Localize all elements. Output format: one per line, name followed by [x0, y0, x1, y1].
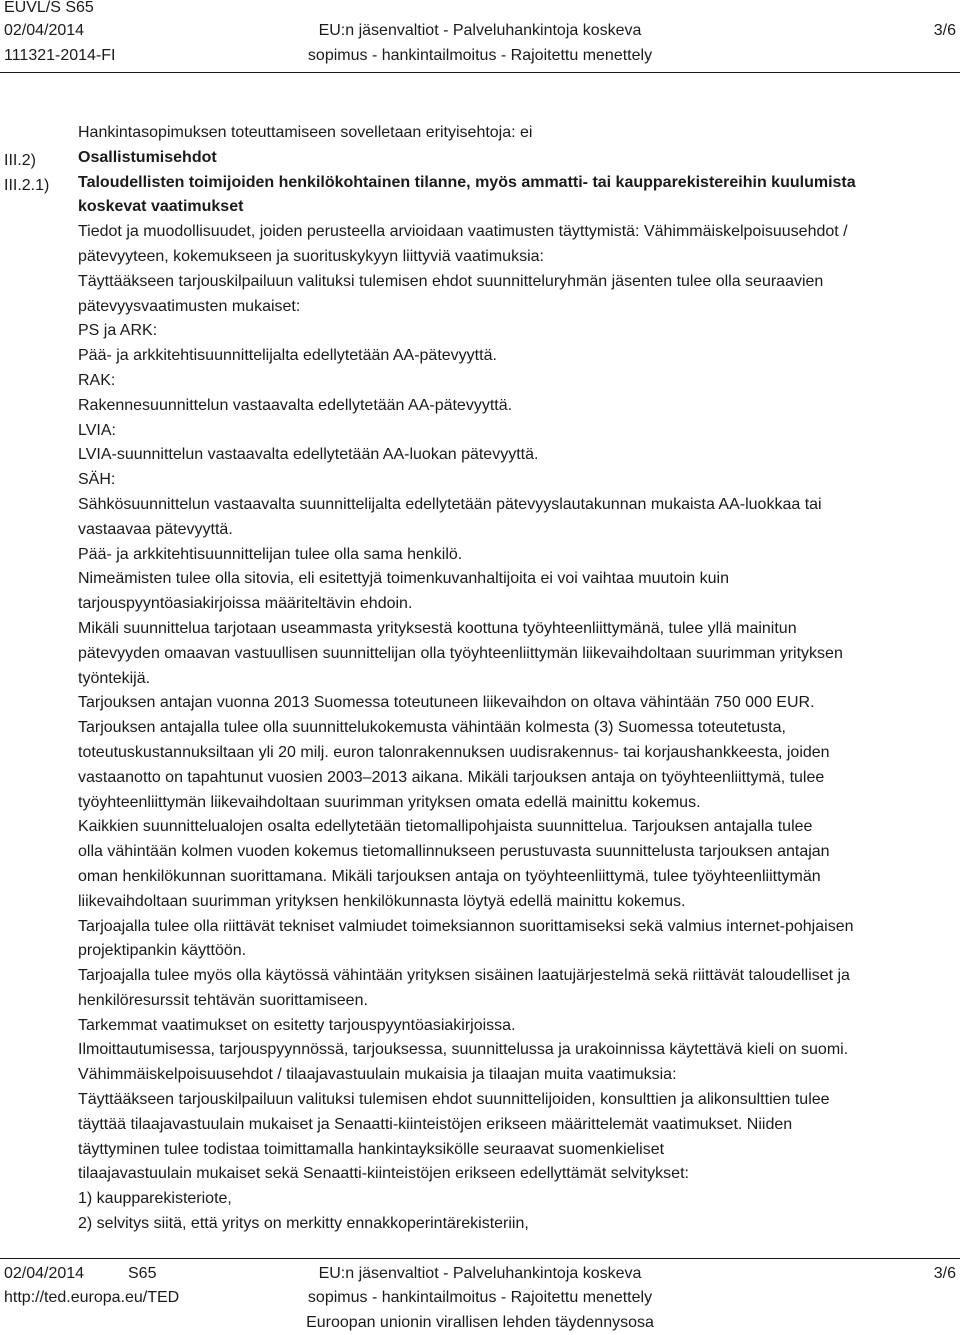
document-body — [78, 121, 948, 1237]
header-title-line1: EU:n jäsenvaltiot - Palveluhankintoja koskeva — [318, 22, 642, 39]
body-line: vastaanotto on tapahtunut vuosien 2003–2013 aikana. Mikäli tarjouksen antaja on työyhteenliittymä, tulee — [78, 768, 825, 786]
body-line: Mikäli suunnittelua tarjotaan useammasta yrityksestä koottuna työyhteenliittymänä, tulee yllä mainitun — [78, 619, 797, 637]
body-line: Hankintasopimuksen toteuttamiseen sovelletaan erityisehtoja: ei — [78, 124, 533, 141]
body-line: Täyttääkseen tarjouskilpailuun valituksi tulemisen ehdot suunnittelijoiden, konsulttien ja alikonsulttien tulee — [78, 1091, 830, 1109]
body-line: Tarkemmat vaatimukset on esitetty tarjouspyyntöasiakirjoissa. — [78, 1016, 516, 1034]
body-line: LVIA-suunnittelun vastaavalta edellytetään AA-luokan pätevyyttä. — [78, 446, 539, 464]
body-line: Tarjoajalla tulee myös olla käytössä vähintään yrityksen sisäinen laatujärjestelmä sekä riittävät taloudelliset ja — [78, 967, 850, 985]
footer-title-line3: Euroopan unionin virallisen lehden täydennysosa — [306, 1314, 654, 1331]
body-line: 1) kaupparekisteriote, — [78, 1190, 232, 1208]
body-line: työntekijä. — [78, 669, 151, 687]
body-line: Tiedot ja muodollisuudet, joiden perusteella arvioidaan vaatimusten täyttymistä: Vähimmäiskelpoisuusehdot / — [78, 223, 848, 241]
header-date: 02/04/2014 — [4, 22, 85, 39]
header-title-line2: sopimus - hankintailmoitus - Rajoitettu menettely — [307, 47, 653, 64]
header-page-number: 3/6 — [933, 22, 956, 39]
header-rule — [0, 72, 960, 73]
body-line: toteutuskustannuksiltaan yli 20 milj. euron talonrakennuksen uudisrakennus- tai korjaushankkeesta, joiden — [78, 743, 830, 761]
footer-page-number: 3/6 — [933, 1265, 956, 1282]
body-line: Ilmoittautumisessa, tarjouspyynnössä, tarjouksessa, suunnittelussa ja urakoinnissa käytettävä kieli on suomi. — [78, 1041, 849, 1059]
body-line: pätevyyteen, kokemukseen ja suorituskykyyn liittyviä vaatimuksia: — [78, 247, 544, 265]
body-line: projektipankin käyttöön. — [78, 942, 247, 960]
body-line: olla vähintään kolmen vuoden kokemus tietomallinnukseen perustuvasta suunnittelusta tarjouksen antajan — [78, 843, 830, 861]
body-line: RAK: — [78, 371, 116, 389]
body-line: tarjouspyyntöasiakirjoissa määriteltävin ehdoin. — [78, 595, 413, 613]
body-line: tilaajavastuulain mukaiset sekä Senaatti-kiinteistöjen erikseen edellyttämät selvitykset: — [78, 1165, 689, 1183]
section-heading: Osallistumisehdot — [78, 148, 217, 166]
footer-date: 02/04/2014 — [4, 1265, 85, 1282]
body-line: Vähimmäiskelpoisuusehdot / tilaajavastuulain mukaisia ja tilaajan muita vaatimuksia: — [78, 1066, 677, 1084]
body-line: Täyttääkseen tarjouskilpailuun valituksi tulemisen ehdot suunnitteluryhmän jäsenten tulee olla seuraavien — [78, 272, 824, 290]
body-line: vastaavaa pätevyyttä. — [78, 520, 233, 538]
body-line: pätevyyden omaavan vastuullisen suunnittelijan olla työyhteenliittymän liikevaihdoltaan suurimman yrityksen — [78, 644, 843, 662]
body-line: Pää- ja arkkitehtisuunnittelijan tulee olla sama henkilö. — [78, 545, 463, 563]
page-header — [0, 0, 960, 72]
body-line: Rakennesuunnittelun vastaavalta edellytetään AA-pätevyyttä. — [78, 396, 513, 414]
body-line: Pää- ja arkkitehtisuunnittelijalta edellytetään AA-pätevyyttä. — [78, 347, 497, 365]
body-line: pätevyysvaatimusten mukaiset: — [78, 297, 301, 315]
subsection-heading: koskevat vaatimukset — [78, 198, 244, 216]
footer-series: S65 — [128, 1265, 157, 1282]
body-line: SÄH: — [78, 471, 116, 489]
subsection-heading: Taloudellisten toimijoiden henkilökohtainen tilanne, myös ammatti- tai kaupparekistereihin kuulumista — [78, 173, 856, 191]
body-line: 2) selvitys siitä, että yritys on merkitty ennakkoperintärekisteriin, — [78, 1215, 529, 1233]
body-line: Sähkösuunnittelun vastaavalta suunnittelijalta edellytetään pätevyyslautakunnan mukaista AA-luokkaa tai — [78, 495, 822, 513]
footer-rule — [0, 1258, 960, 1259]
body-line: LVIA: — [78, 421, 116, 439]
body-line: PS ja ARK: — [78, 322, 158, 340]
body-line: Tarjouksen antajalla tulee olla suunnittelukokemusta vähintään kolmesta (3) Suomessa toteutetusta, — [78, 719, 786, 737]
header-ref: 111321-2014-FI — [4, 47, 116, 64]
body-line: oman henkilökunnan suorittamana. Mikäli tarjouksen antaja on työyhteenliittymä, tulee työyhteenliittymän — [78, 867, 821, 885]
section-number-iii-2: III.2) — [4, 152, 37, 169]
footer-title-line1: EU:n jäsenvaltiot - Palveluhankintoja koskeva — [318, 1265, 642, 1282]
section-number-iii-2-1: III.2.1) — [4, 177, 50, 194]
body-line: työyhteenliittymän liikevaihdoltaan suurimman yrityksen omata edellä mainittu kokemus. — [78, 793, 701, 811]
body-line: Tarjouksen antajan vuonna 2013 Suomessa toteutuneen liikevaihdon on oltava vähintään 750 000 EUR. — [78, 694, 815, 712]
body-line: Nimeämisten tulee olla sitovia, eli esitettyjä toimenkuvanhaltijoita ei voi vaihtaa muutoin kuin — [78, 570, 729, 588]
footer-url: http://ted.europa.eu/TED — [4, 1289, 180, 1306]
body-line: henkilöresurssit tehtävän suorittamiseen. — [78, 991, 368, 1009]
page-footer — [0, 1263, 960, 1335]
body-line: Tarjoajalla tulee olla riittävät tekniset valmiudet toimeksiannon suorittamiseksi sekä valmius internet-pohjaisen — [78, 917, 854, 935]
body-line: täyttyminen tulee todistaa toimittamalla hankintayksikölle seuraavat suomenkieliset — [78, 1140, 665, 1158]
body-line: Kaikkien suunnittelualojen osalta edellytetään tietomallipohjaista suunnittelua. Tarjouksen antajalla tulee — [78, 818, 813, 836]
body-line: liikevaihdoltaan suurimman yrityksen henkilökunnasta löytyä edellä mainittu kokemus. — [78, 892, 686, 910]
footer-title-line2: sopimus - hankintailmoitus - Rajoitettu menettely — [307, 1289, 653, 1306]
body-line: täyttää tilaajavastuulain mukaiset ja Senaatti-kiinteistöjen erikseen määrittelemät vaatimukset. Niiden — [78, 1115, 793, 1133]
doc-code: EUVL/S S65 — [4, 0, 94, 16]
